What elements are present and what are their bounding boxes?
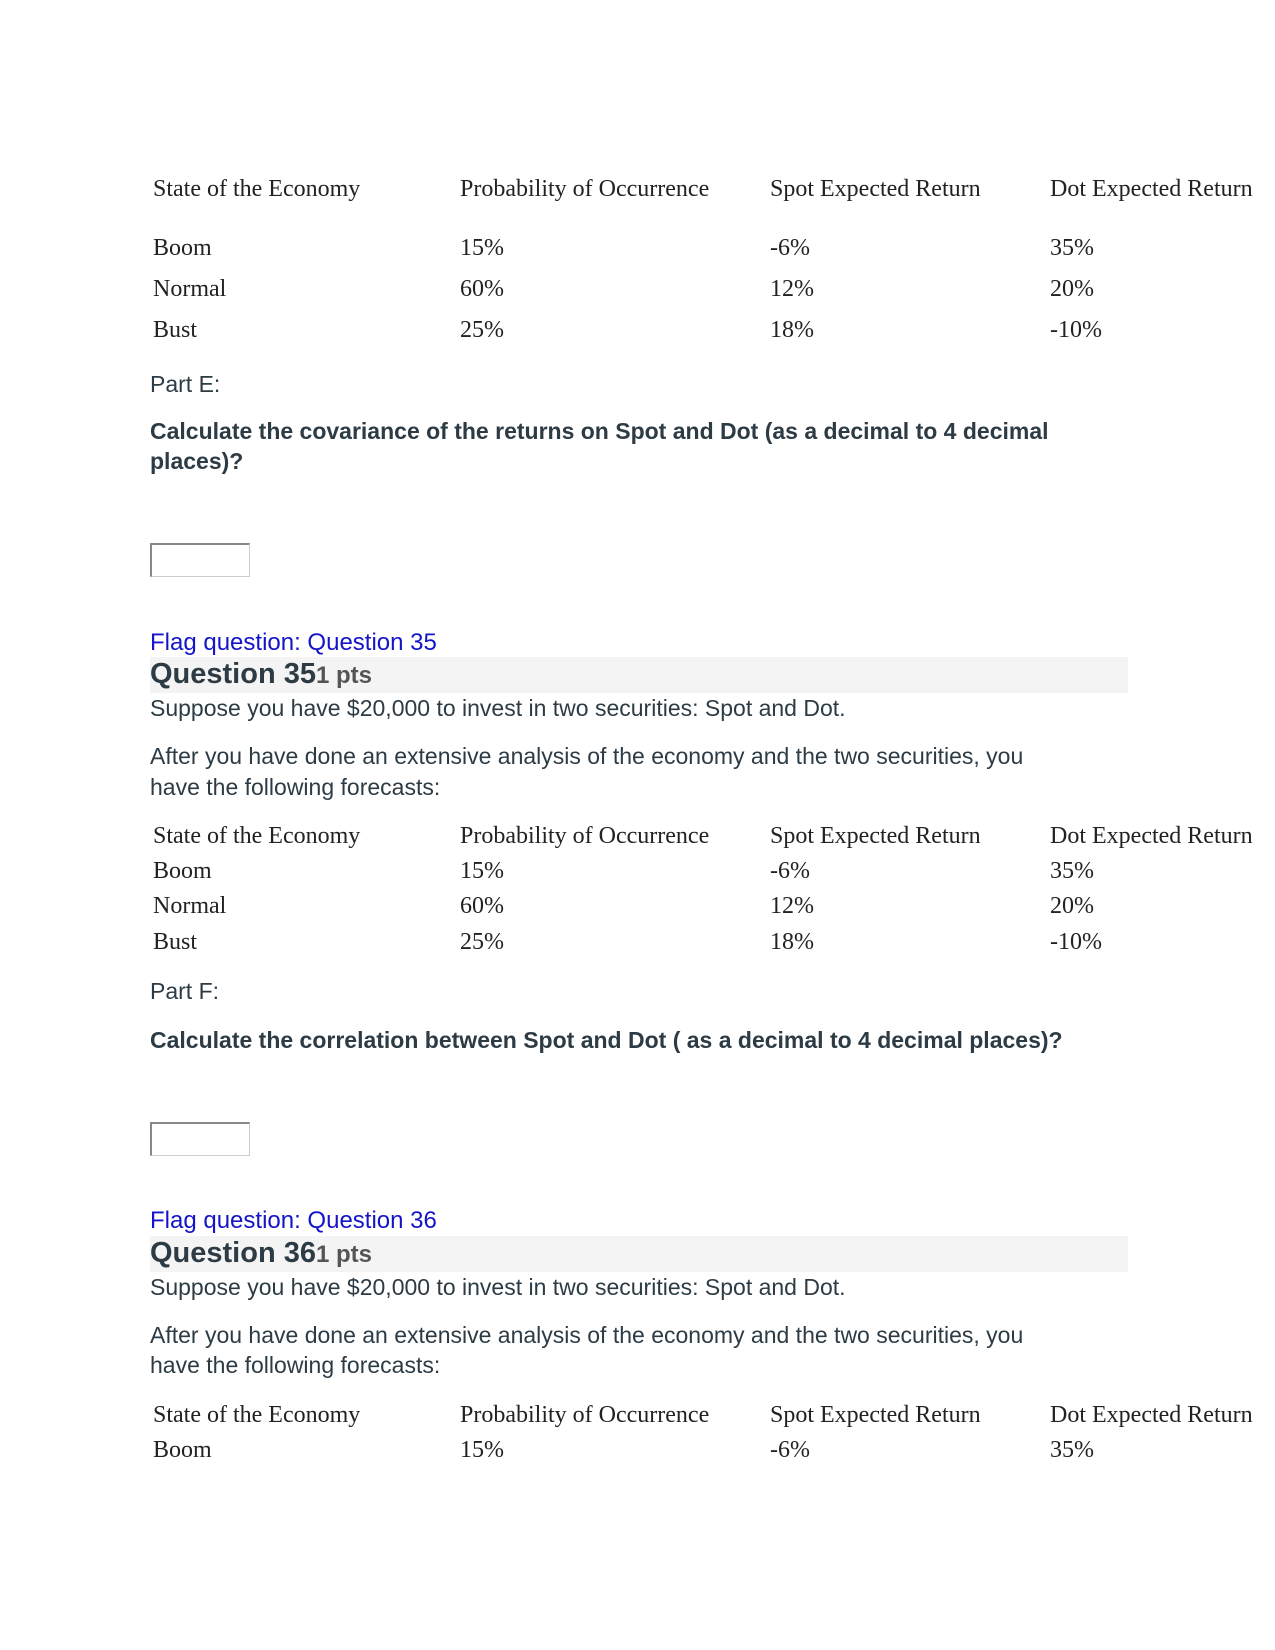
table-cell: 60% — [460, 276, 504, 302]
question-text: have the following forecasts: — [150, 1352, 441, 1378]
table-header: State of the Economy — [153, 823, 361, 849]
table-header: State of the Economy — [153, 176, 361, 202]
question-prompt: Calculate the correlation between Spot and Dot ( as a decimal to 4 decimal places)? — [150, 1027, 1063, 1053]
table-header: Dot Expected Return — [1050, 176, 1253, 202]
answer-input[interactable] — [150, 543, 250, 577]
table-cell: Boom — [153, 235, 212, 261]
question-title — [150, 660, 372, 689]
question-title — [150, 1239, 372, 1268]
part-label: Part F: — [150, 978, 220, 1004]
part-label: Part E: — [150, 371, 221, 397]
flag-question-link[interactable]: Flag question: Question 35 — [150, 629, 437, 656]
table-cell: Normal — [153, 893, 227, 919]
table-header: Dot Expected Return — [1050, 823, 1253, 849]
table-cell: Normal — [153, 276, 227, 302]
table-cell: 15% — [460, 235, 504, 261]
question-text: After you have done an extensive analysis of the economy and the two securities, you — [150, 743, 1024, 769]
question-intro: Suppose you have $20,000 to invest in two securities: Spot and Dot. — [150, 695, 846, 721]
table-cell: 12% — [770, 893, 814, 919]
table-header: Spot Expected Return — [770, 1402, 981, 1428]
table-cell: -6% — [770, 235, 810, 261]
table-header: Spot Expected Return — [770, 176, 981, 202]
flag-question-link[interactable]: Flag question: Question 36 — [150, 1207, 437, 1234]
table-cell: 12% — [770, 276, 814, 302]
table-cell: -6% — [770, 858, 810, 884]
table-cell: 60% — [460, 893, 504, 919]
table-cell: 15% — [460, 1437, 504, 1463]
table-cell: 35% — [1050, 1437, 1094, 1463]
table-header: Spot Expected Return — [770, 823, 981, 849]
question-number: Question 35 — [150, 658, 316, 690]
answer-input[interactable] — [150, 1122, 250, 1156]
table-cell: 20% — [1050, 276, 1094, 302]
table-header: Probability of Occurrence — [460, 823, 710, 849]
question-points: 1 pts — [316, 662, 373, 689]
table-cell: 25% — [460, 317, 504, 343]
table-cell: 35% — [1050, 235, 1094, 261]
table-cell: Bust — [153, 317, 198, 343]
table-header: Probability of Occurrence — [460, 176, 710, 202]
question-points: 1 pts — [316, 1241, 373, 1268]
question-prompt: Calculate the covariance of the returns on Spot and Dot (as a decimal to 4 decimal — [150, 418, 1049, 444]
table-header: Probability of Occurrence — [460, 1402, 710, 1428]
table-cell: Boom — [153, 1437, 212, 1463]
table-cell: 20% — [1050, 893, 1094, 919]
table-cell: Boom — [153, 858, 212, 884]
table-header: State of the Economy — [153, 1402, 361, 1428]
question-text: have the following forecasts: — [150, 774, 441, 800]
table-cell: 18% — [770, 317, 814, 343]
question-text: After you have done an extensive analysis of the economy and the two securities, you — [150, 1322, 1024, 1348]
table-cell: Bust — [153, 929, 198, 955]
table-header: Dot Expected Return — [1050, 1402, 1253, 1428]
table-cell: 18% — [770, 929, 814, 955]
table-cell: 15% — [460, 858, 504, 884]
table-cell: -10% — [1050, 929, 1102, 955]
question-prompt: places)? — [150, 448, 244, 474]
table-cell: -6% — [770, 1437, 810, 1463]
question-intro: Suppose you have $20,000 to invest in two securities: Spot and Dot. — [150, 1274, 846, 1300]
table-cell: -10% — [1050, 317, 1102, 343]
table-cell: 25% — [460, 929, 504, 955]
table-cell: 35% — [1050, 858, 1094, 884]
question-number: Question 36 — [150, 1237, 316, 1269]
